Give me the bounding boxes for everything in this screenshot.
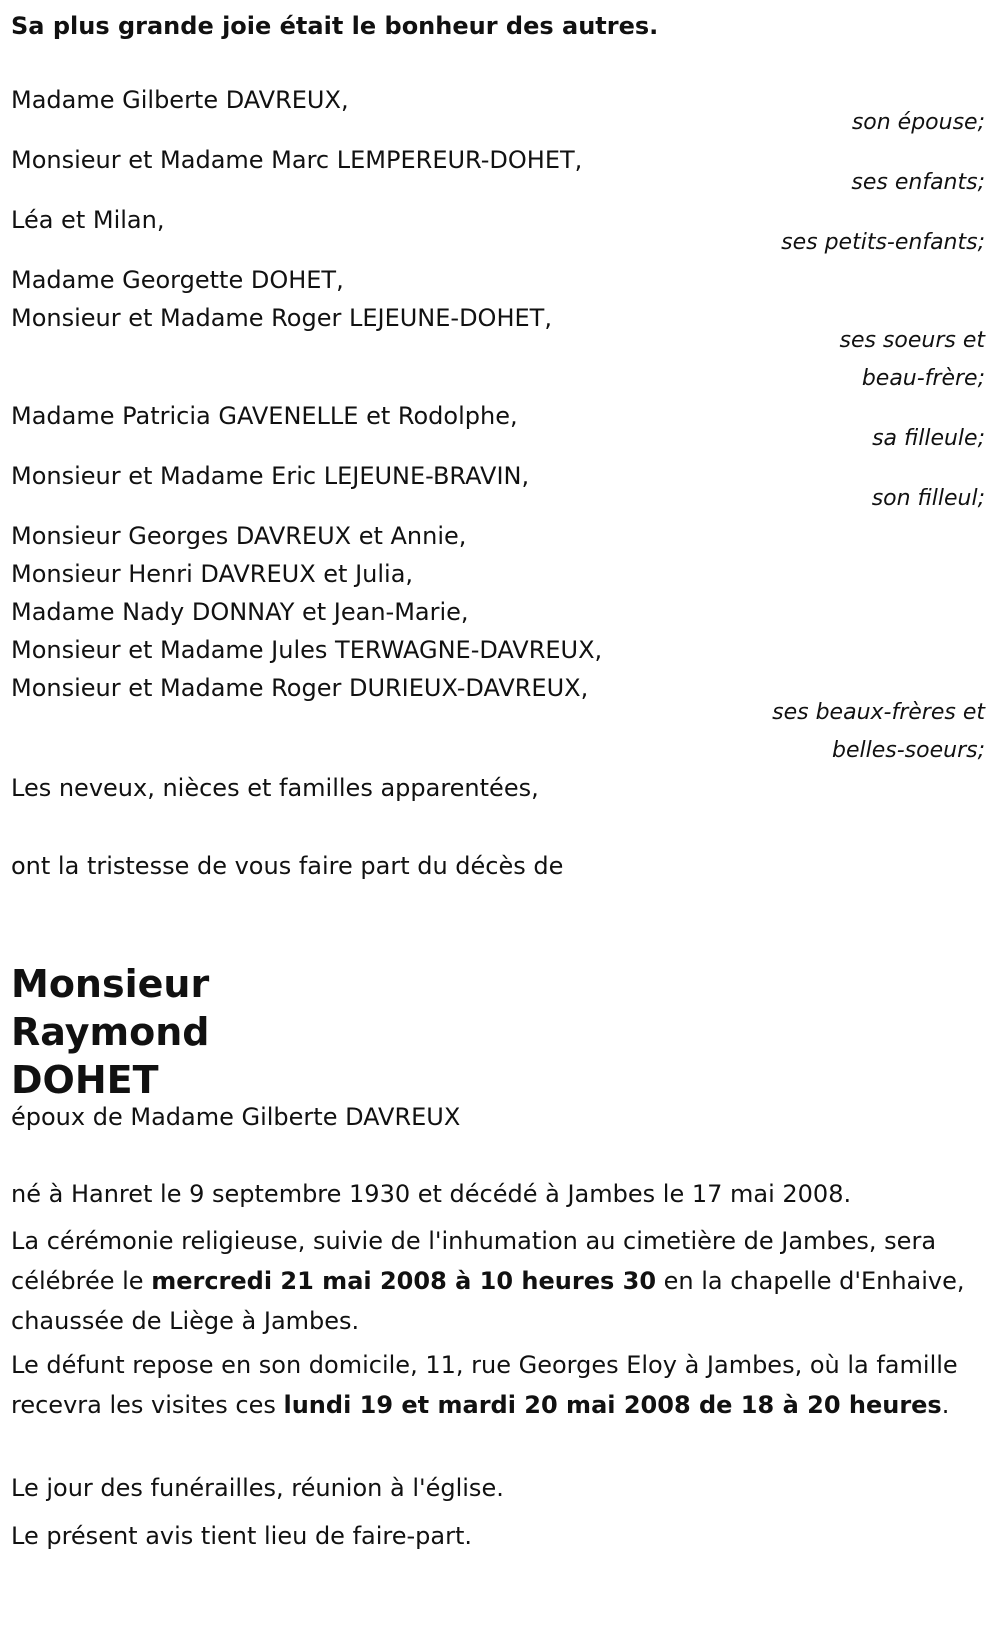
family-line: Madame Gilberte DAVREUX, [11, 86, 349, 114]
family-line: Les neveux, nièces et familles apparentées, [11, 774, 539, 802]
family-line: Madame Patricia GAVENELLE et Rodolphe, [11, 402, 518, 430]
ceremony-location: en la chapelle d'Enhaive, chaussée de Liège à Jambes. [11, 1267, 965, 1335]
ceremony-date: mercredi 21 mai 2008 à 10 heures 30 [151, 1267, 657, 1295]
family-line: Madame Nady DONNAY et Jean-Marie, [11, 598, 469, 626]
notice-note: Le présent avis tient lieu de faire-part. [11, 1522, 473, 1550]
relationship-label: sa filleule; [872, 426, 985, 451]
relationship-label: ses soeurs et [839, 328, 985, 353]
family-line: Monsieur et Madame Eric LEJEUNE-BRAVIN, [11, 462, 530, 490]
family-line: Monsieur et Madame Roger DURIEUX-DAVREUX, [11, 674, 589, 702]
visits-end: . [941, 1391, 950, 1419]
relationship-label: ses petits-enfants; [781, 230, 985, 255]
funeral-note: Le jour des funérailles, réunion à l'église. [11, 1474, 504, 1502]
relationship-label: son filleul; [871, 486, 985, 511]
ceremony-text: La cérémonie religieuse, suivie de l'inhumation au cimetière de Jambes, sera célébrée le [11, 1227, 937, 1295]
family-line: Léa et Milan, [11, 206, 165, 234]
relationship-label: ses enfants; [851, 170, 985, 195]
family-line: Monsieur Georges DAVREUX et Annie, [11, 522, 467, 550]
deceased-name [11, 960, 209, 1104]
visits-dates: lundi 19 et mardi 20 mai 2008 de 18 à 20 heures [283, 1391, 942, 1419]
visits-text: Le défunt repose en son domicile, 11, rue Georges Eloy à Jambes, où la famille recevra les visites ces [11, 1351, 958, 1419]
announcement: ont la tristesse de vous faire part du décès de [11, 852, 564, 880]
family-line: Monsieur et Madame Marc LEMPEREUR-DOHET, [11, 146, 583, 174]
visits-paragraph [11, 1345, 986, 1425]
family-line: Monsieur et Madame Roger LEJEUNE-DOHET, [11, 304, 552, 332]
relationship-label: belles-soeurs; [832, 738, 985, 763]
relationship-label: ses beaux-frères et [772, 700, 985, 725]
family-line: Monsieur et Madame Jules TERWAGNE-DAVREUX, [11, 636, 603, 664]
family-line: Monsieur Henri DAVREUX et Julia, [11, 560, 414, 588]
deceased-last-name: DOHET [11, 1058, 159, 1102]
ceremony-paragraph [11, 1221, 986, 1341]
deceased-first-name: Raymond [11, 1010, 210, 1054]
headline: Sa plus grande joie était le bonheur des autres. [11, 12, 659, 40]
family-line: Madame Georgette DOHET, [11, 266, 344, 294]
deceased-title: Monsieur [11, 962, 210, 1006]
birth-death-line: né à Hanret le 9 septembre 1930 et décédé à Jambes le 17 mai 2008. [11, 1180, 852, 1208]
spouse-line: époux de Madame Gilberte DAVREUX [11, 1103, 461, 1131]
relationship-label: beau-frère; [861, 366, 985, 391]
relationship-label: son épouse; [851, 110, 985, 135]
